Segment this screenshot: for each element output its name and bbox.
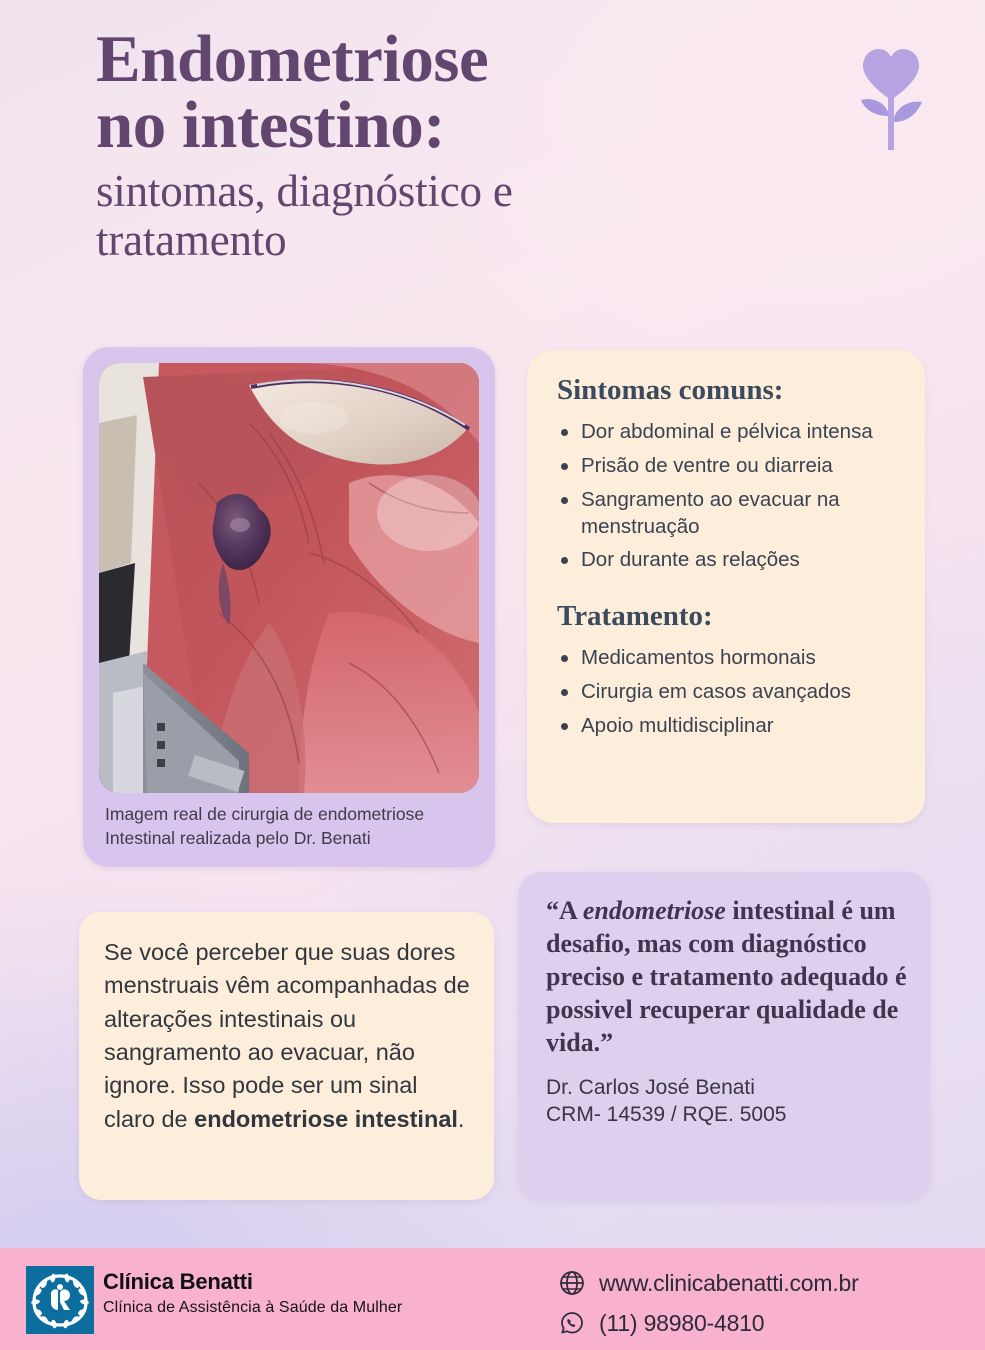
page-title	[96, 22, 776, 266]
symptoms-treatment-card	[527, 350, 925, 823]
list-item	[557, 679, 901, 706]
title-line-1: Endometriose	[96, 22, 489, 96]
list-item	[557, 713, 901, 740]
website-row[interactable]	[557, 1263, 859, 1303]
quote-emphasis: endometriose	[582, 896, 726, 925]
advice-text-tail: .	[457, 1105, 465, 1132]
advice-text	[104, 936, 474, 1136]
subtitle-line-2: tratamento	[96, 215, 287, 266]
quote-text	[546, 894, 910, 1059]
brand-tagline: Clínica de Assistência à Saúde da Mulher	[103, 1299, 403, 1316]
title-main	[96, 22, 776, 163]
quote-open: “A	[546, 896, 583, 925]
photo-caption: Imagem real de cirurgia de endometriose Intestinal realizada pelo Dr. Benati	[105, 804, 425, 849]
laurel-wreath-logo-icon	[26, 1266, 94, 1334]
list-item	[557, 645, 901, 672]
list-item-label: Medicamentos hormonais	[581, 646, 816, 670]
title-line-2: no intestino:	[96, 88, 446, 163]
list-item-label: Prisão de ventre ou diarreia	[581, 453, 833, 477]
phone-text: (11) 98980-4810	[599, 1309, 765, 1336]
contact-block	[557, 1263, 859, 1343]
surgery-photo	[99, 363, 479, 793]
list-item-label: Dor abdominal e pélvica intensa	[581, 420, 873, 443]
advice-card	[79, 912, 494, 1200]
subtitle-line-1: sintomas, diagnóstico e	[96, 165, 513, 216]
bullet-dot-icon	[561, 689, 568, 696]
bullet-dot-icon	[561, 557, 568, 564]
website-text: www.clinicabenatti.com.br	[599, 1269, 859, 1296]
list-item-label: Dor durante as relações	[581, 548, 800, 572]
treatment-heading: Tratamento:	[557, 600, 713, 633]
quote-rest: intestinal é um desafio, mas com diagnóstico preciso e tratamento adequado é possivel recuperar qualidade de vida.”	[546, 896, 907, 1058]
advice-text-emphasis: endometriose intestinal	[194, 1105, 458, 1132]
heart-flower-icon	[845, 42, 937, 152]
brand-name: Clínica Benatti	[103, 1269, 253, 1294]
bullet-dot-icon	[561, 723, 568, 730]
quote-attribution	[546, 1075, 910, 1129]
bullet-dot-icon	[561, 497, 568, 504]
whatsapp-icon	[557, 1308, 587, 1338]
symptoms-list	[557, 419, 901, 574]
list-item-label: Cirurgia em casos avançados	[581, 680, 852, 704]
globe-icon	[557, 1268, 587, 1298]
phone-row[interactable]	[557, 1303, 859, 1343]
brand-block	[103, 1269, 523, 1317]
list-item	[557, 487, 901, 541]
bullet-dot-icon	[561, 655, 568, 662]
title-subtitle	[96, 167, 776, 266]
surgery-photo-card	[83, 347, 495, 867]
advice-text-plain: Se você perceber que suas dores menstruais vêm acompanhadas de alterações intestinais ou sangramento ao evacuar, não ignore. Isso pode ser um sinal claro de	[104, 939, 470, 1132]
author-registry: CRM- 14539 / RQE. 5005	[546, 1102, 787, 1126]
symptoms-heading: Sintomas comuns:	[557, 374, 784, 406]
quote-card	[518, 872, 930, 1200]
list-item-label: Apoio multidisciplinar	[581, 713, 774, 737]
list-item	[557, 419, 901, 446]
list-item	[557, 547, 901, 574]
list-item	[557, 453, 901, 480]
list-item-label: Sangramento ao evacuar na menstruação	[581, 487, 840, 538]
bullet-dot-icon	[561, 463, 568, 470]
author-name: Dr. Carlos José Benati	[546, 1076, 755, 1100]
treatment-list	[557, 645, 901, 740]
bullet-dot-icon	[561, 429, 568, 436]
